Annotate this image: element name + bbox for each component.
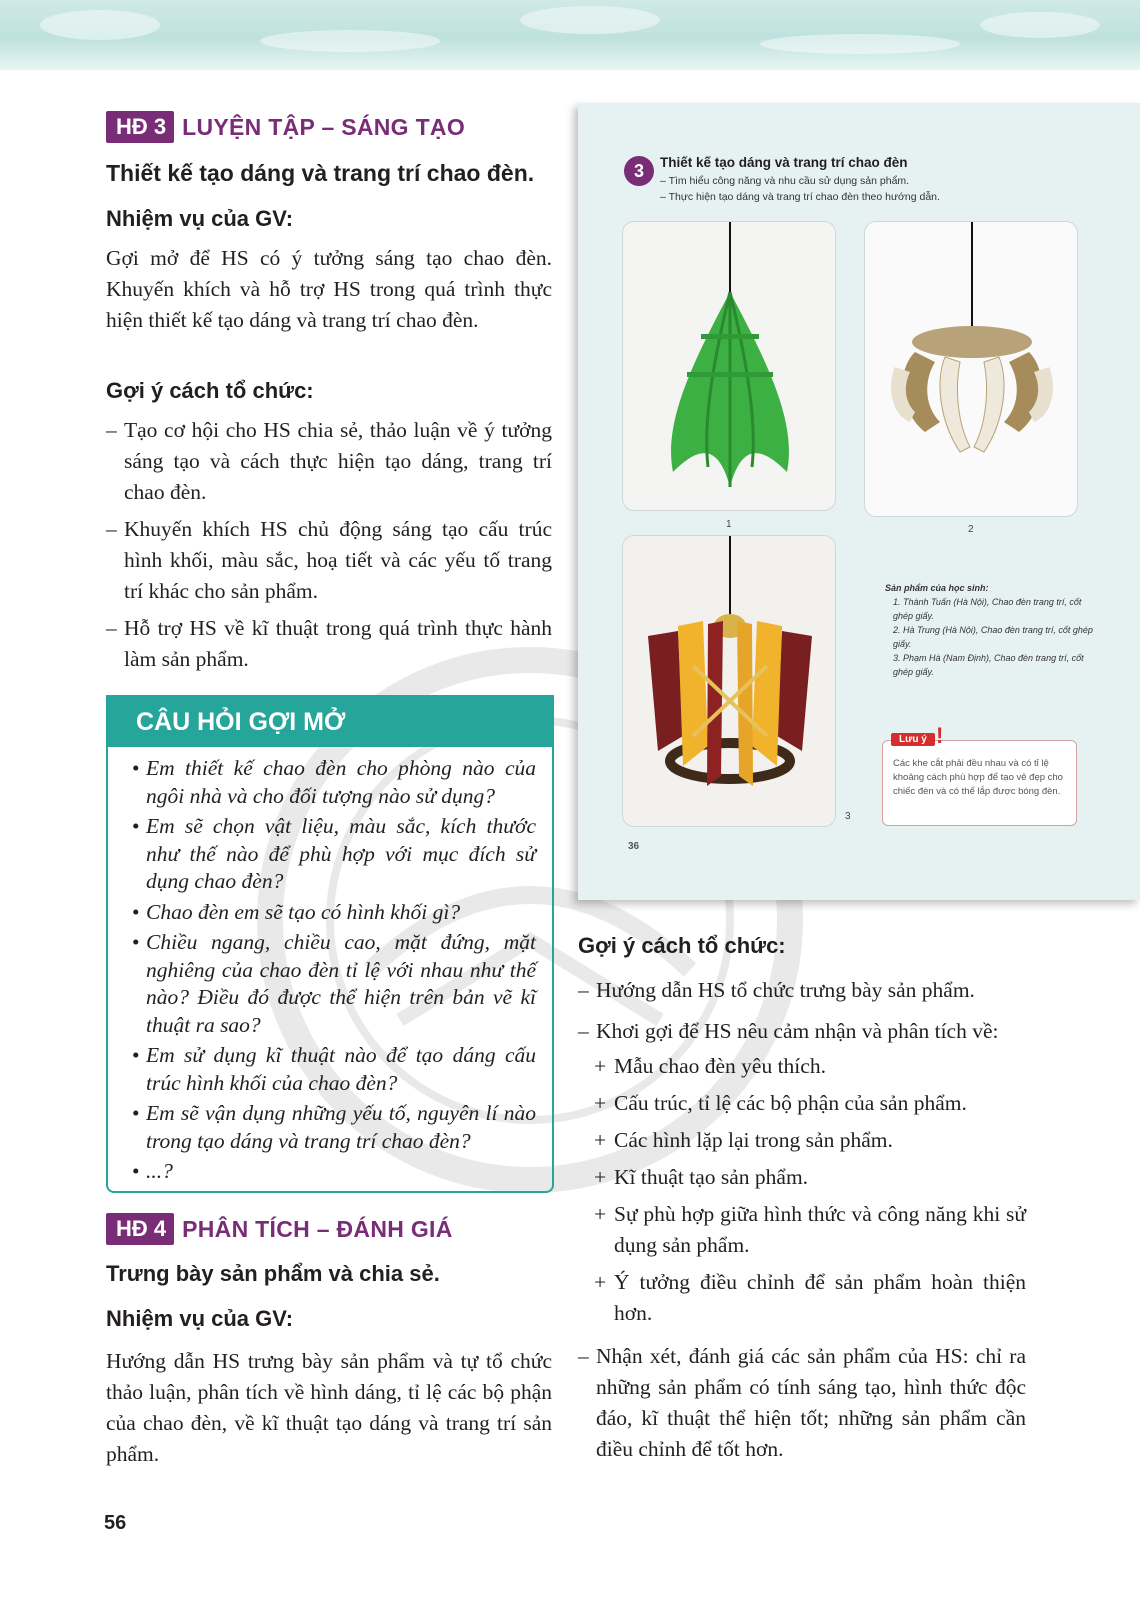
list-item: • Em sẽ chọn vật liệu, màu sắc, kích thước như thế nào để phù hợp với mục đích sử dụng chao đèn? xyxy=(132,813,536,896)
student-book-page xyxy=(578,103,1140,900)
photo-label-2: 2 xyxy=(968,524,974,535)
photo-label-1: 1 xyxy=(726,519,732,530)
list-item: + Mẫu chao đèn yêu thích. xyxy=(578,1051,1026,1082)
list-item: – Hướng dẫn HS tổ chức trưng bày sản phẩm. xyxy=(578,975,1026,1006)
hd4-task-heading: Nhiệm vụ của GV: xyxy=(106,1306,294,1331)
hd4-tag: HĐ 4 xyxy=(106,1213,174,1245)
list-item: – Khuyến khích HS chủ động sáng tạo cấu trúc hình khối, màu sắc, hoạ tiết và các yếu tố trang trí khác cho sản phẩm. xyxy=(106,514,552,607)
hd3-title: LUYỆN TẬP – SÁNG TẠO xyxy=(182,113,466,140)
caption-item: 3. Phạm Hà (Nam Định), Chao đèn trang trí, cốt ghép giấy. xyxy=(893,653,1084,677)
list-item: – Khơi gợi để HS nêu cảm nhận và phân tích về: xyxy=(578,1016,1026,1047)
hd3-heading xyxy=(106,111,465,143)
hd4-subtitle: Trưng bày sản phẩm và chia sẻ. xyxy=(106,1261,440,1286)
hd3-task-heading: Nhiệm vụ của GV: xyxy=(106,206,294,231)
list-item: – Hỗ trợ HS về kĩ thuật trong quá trình thực hành làm sản phẩm. xyxy=(106,613,552,675)
inset-title: Thiết kế tạo dáng và trang trí chao đèn xyxy=(660,155,908,170)
list-item: • ...? xyxy=(132,1158,536,1186)
caption-item: 1. Thành Tuấn (Hà Nội), Chao đèn trang trí, cốt ghép giấy. xyxy=(893,597,1082,621)
lamp-photo-red-yellow xyxy=(622,535,836,827)
beige-lamp-image xyxy=(865,222,1078,517)
photo-label-3: 3 xyxy=(845,811,851,822)
list-item: + Các hình lặp lại trong sản phẩm. xyxy=(578,1125,1026,1156)
list-item: + Cấu trúc, tỉ lệ các bộ phận của sản phẩm. xyxy=(578,1088,1026,1119)
lamp-photo-beige xyxy=(864,221,1078,517)
inset-sub-1: – Tìm hiểu công năng và nhu cầu sử dụng sản phẩm. xyxy=(660,175,910,187)
list-item: • Em thiết kế chao đèn cho phòng nào của ngôi nhà và cho đối tượng nào sử dụng? xyxy=(132,755,536,810)
hd3-org-heading: Gợi ý cách tổ chức: xyxy=(106,378,314,403)
hd3-tag: HĐ 3 xyxy=(106,111,174,143)
photo-caption xyxy=(885,581,1095,679)
inset-sub-2: – Thực hiện tạo dáng và trang trí chao đèn theo hướng dẫn. xyxy=(660,191,940,203)
page-number: 56 xyxy=(104,1512,127,1534)
right-org-heading: Gợi ý cách tổ chức: xyxy=(578,933,786,958)
list-item: + Ý tưởng điều chỉnh để sản phẩm hoàn thiện hơn. xyxy=(578,1267,1026,1329)
inset-page-number: 36 xyxy=(628,841,640,852)
list-item: + Kĩ thuật tạo sản phẩm. xyxy=(578,1162,1026,1193)
note-text: Các khe cắt phải đều nhau và có tỉ lệ khoảng cách phù hợp để tạo vẻ đẹp cho chiếc đèn và có thể lắp được bóng đèn. xyxy=(893,758,1063,797)
hd4-title: PHÂN TÍCH – ĐÁNH GIÁ xyxy=(182,1215,453,1242)
note-box xyxy=(882,723,1077,826)
right-org-list xyxy=(578,975,1026,1475)
list-item: • Chiều ngang, chiều cao, mặt đứng, mặt nghiêng của chao đèn tỉ lệ với nhau như thế nào? Điều đó được thể hiện trên bản vẽ kĩ thuật ra sao? xyxy=(132,929,536,1039)
warning-icon: ! xyxy=(936,723,944,748)
top-decorative-band xyxy=(0,0,1140,70)
hd3-subtitle: Thiết kế tạo dáng và trang trí chao đèn. xyxy=(106,160,535,186)
questions-box xyxy=(106,695,554,1193)
note-tag: Lưu ý xyxy=(891,733,935,746)
caption-title: Sản phẩm của học sinh: xyxy=(885,583,989,593)
step-number-badge: 3 xyxy=(624,156,654,186)
hd4-task-text: Hướng dẫn HS trưng bày sản phẩm và tự tổ chức thảo luận, phân tích về hình dáng, tỉ lệ các bộ phận của chao đèn, về kĩ thuật tạo dáng và trang trí sản phẩm. xyxy=(106,1349,552,1466)
list-item: • Em sử dụng kĩ thuật nào để tạo dáng cấu trúc hình khối của chao đèn? xyxy=(132,1042,536,1097)
hd3-task-text: Gợi mở để HS có ý tưởng sáng tạo chao đèn. Khuyến khích và hỗ trợ HS trong quá trình thực hiện thiết kế tạo dáng và trang trí chao đèn. xyxy=(106,246,552,332)
list-item: • Em sẽ vận dụng những yếu tố, nguyên lí nào trong tạo dáng và trang trí chao đèn? xyxy=(132,1100,536,1155)
list-item: – Nhận xét, đánh giá các sản phẩm của HS: chỉ ra những sản phẩm có tính sáng tạo, hình thức độc đáo, kĩ thuật thể hiện tốt; những sản phẩm cần điều chỉnh để tốt hơn. xyxy=(578,1341,1026,1465)
list-item: + Sự phù hợp giữa hình thức và công năng khi sử dụng sản phẩm. xyxy=(578,1199,1026,1261)
red-yellow-lamp-image xyxy=(623,536,836,827)
caption-item: 2. Hà Trung (Hà Nội), Chao đèn trang trí, cốt ghép giấy. xyxy=(893,625,1093,649)
list-item: • Chao đèn em sẽ tạo có hình khối gì? xyxy=(132,899,536,927)
hd3-org-list xyxy=(106,415,552,681)
green-lamp-image xyxy=(623,222,836,511)
list-item: – Tạo cơ hội cho HS chia sẻ, thảo luận về ý tưởng sáng tạo và cách thực hiện tạo dáng, trang trí chao đèn. xyxy=(106,415,552,508)
questions-title: CÂU HỎI GỢI MỞ xyxy=(108,697,552,747)
lamp-photo-green xyxy=(622,221,836,511)
questions-list xyxy=(108,747,552,1186)
hd4-heading xyxy=(106,1213,453,1245)
